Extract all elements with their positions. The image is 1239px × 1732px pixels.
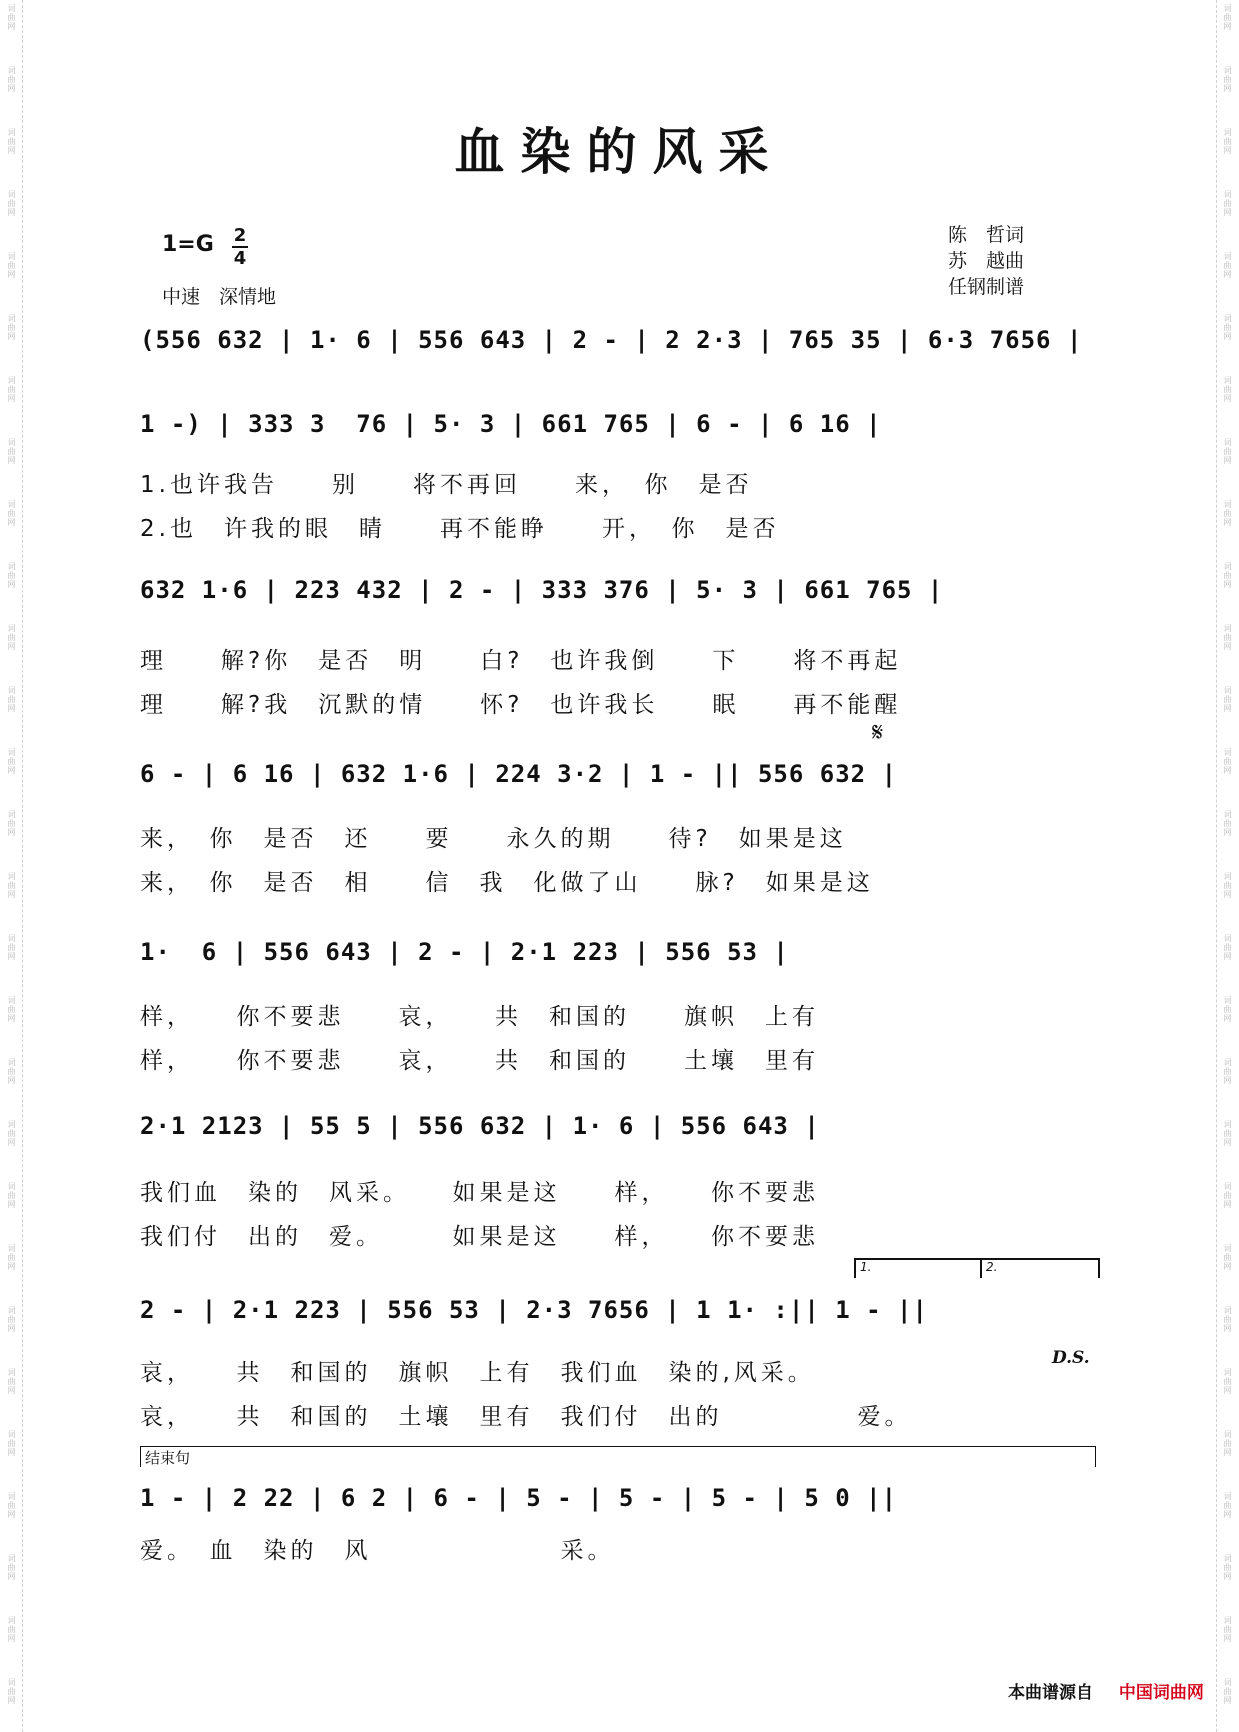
watermark-text: 词曲网: [7, 748, 16, 775]
lyric-verse-1: 我们血 染的 风采。 如果是这 样， 你不要悲: [140, 1180, 819, 1206]
score-system-4: [140, 758, 1100, 818]
watermark-text: 词曲网: [1223, 1058, 1232, 1085]
watermark-text: 词曲网: [1223, 934, 1232, 961]
watermark-text: 词曲网: [1223, 996, 1232, 1023]
watermark-text: 词曲网: [1223, 1616, 1232, 1643]
score-system-5: [140, 936, 1100, 996]
watermark-text: 词曲网: [7, 1120, 16, 1147]
watermark-text: 词曲网: [7, 810, 16, 837]
segno-sign: 𝄋: [872, 718, 884, 748]
watermark-text: 词曲网: [1223, 1430, 1232, 1457]
notation-line: 2 - | 2·1 223 | 556 53 | 2·3 7656 | 1 1· :|| 1 - ||: [140, 1296, 928, 1324]
watermark-text: 词曲网: [7, 562, 16, 589]
score-system-7: [140, 1294, 1100, 1354]
watermark-text: 词曲网: [1223, 1306, 1232, 1333]
lyricist-credit: 陈 哲词: [948, 224, 1025, 246]
watermark-text: 词曲网: [1223, 66, 1232, 93]
watermark-text: 词曲网: [7, 1306, 16, 1333]
watermark-text: 词曲网: [1223, 438, 1232, 465]
watermark-text: 词曲网: [1223, 748, 1232, 775]
watermark-text: 词曲网: [7, 996, 16, 1023]
watermark-text: 词曲网: [7, 252, 16, 279]
watermark-text: 词曲网: [7, 190, 16, 217]
lyric-verse-2: 我们付 出的 爱。 如果是这 样， 你不要悲: [140, 1224, 819, 1250]
watermark-text: 词曲网: [7, 1554, 16, 1581]
dal-segno-marking: D.S.: [1052, 1348, 1090, 1368]
watermark-text: 词曲网: [1223, 1120, 1232, 1147]
lyric-verse-2: 样， 你不要悲 哀， 共 和国的 土壤 里有: [140, 1048, 819, 1074]
watermark-text: 词曲网: [1223, 686, 1232, 713]
watermark-text: 词曲网: [1223, 190, 1232, 217]
watermark-text: 词曲网: [7, 4, 16, 31]
watermark-text: 词曲网: [7, 1678, 16, 1705]
credits: [948, 222, 1024, 300]
lyric-verse-2: 哀， 共 和国的 土壤 里有 我们付 出的 爱。: [140, 1404, 912, 1430]
watermark-text: 词曲网: [1223, 128, 1232, 155]
lyric-verse-1: 理 解?你 是否 明 白? 也许我倒 下 将不再起: [140, 648, 902, 674]
score-system-3: [140, 574, 1100, 634]
composer-credit: 苏 越曲: [948, 250, 1025, 272]
watermark-text: 词曲网: [1223, 624, 1232, 651]
score-system-2: [140, 408, 1100, 468]
lyric-verse-1: 1.也许我告 别 将不再回 来， 你 是否: [140, 472, 753, 498]
meter-top: 2: [233, 225, 247, 246]
notation-line: (556 632 | 1· 6 | 556 643 | 2 - | 2 2·3 | 765 35 | 6·3 7656 |: [140, 326, 1083, 354]
watermark-text: 词曲网: [1223, 872, 1232, 899]
watermark-text: 词曲网: [1223, 376, 1232, 403]
watermark-text: 词曲网: [1223, 500, 1232, 527]
watermark-text: 词曲网: [7, 1182, 16, 1209]
watermark-text: 词曲网: [7, 1244, 16, 1271]
notation-line: 2·1 2123 | 55 5 | 556 632 | 1· 6 | 556 643 |: [140, 1112, 820, 1140]
watermark-text: 词曲网: [7, 1430, 16, 1457]
coda-bracket: 结束句: [140, 1446, 1096, 1467]
page-title: 血染的风采: [454, 122, 785, 181]
key-signature: 1=G: [162, 232, 214, 257]
notation-line: 1 -) | 333 3 76 | 5· 3 | 661 765 | 6 - | 6 16 |: [140, 410, 882, 438]
second-ending-bracket: 2.: [980, 1258, 1100, 1278]
watermark-text: 词曲网: [7, 500, 16, 527]
notation-line: 1· 6 | 556 643 | 2 - | 2·1 223 | 556 53 |: [140, 938, 789, 966]
transcriber-credit: 任钢制谱: [948, 276, 1025, 298]
watermark-text: 词曲网: [7, 624, 16, 651]
first-ending-bracket: 1.: [854, 1258, 980, 1278]
watermark-text: 词曲网: [7, 376, 16, 403]
lyric-coda: 爱。 血 染的 风 采。: [140, 1538, 615, 1564]
lyric-verse-2: 2.也 许我的眼 睛 再不能睁 开， 你 是否: [140, 516, 780, 542]
brand-link[interactable]: 中国词曲网: [1118, 1683, 1204, 1703]
notation-line: 6 - | 6 16 | 632 1·6 | 224 3·2 | 1 - || 556 632 |: [140, 760, 898, 788]
watermark-text: 词曲网: [1223, 1244, 1232, 1271]
lyric-verse-2: 来， 你 是否 相 信 我 化做了山 脉? 如果是这: [140, 870, 874, 896]
watermark-text: 词曲网: [1223, 1368, 1232, 1395]
lyric-verse-1: 来， 你 是否 还 要 永久的期 待? 如果是这: [140, 826, 847, 852]
lyric-verse-2: 理 解?我 沉默的情 怀? 也许我长 眠 再不能醒: [140, 692, 902, 718]
watermark-text: 词曲网: [7, 128, 16, 155]
watermark-text: 词曲网: [1223, 1492, 1232, 1519]
lyric-verse-1: 哀， 共 和国的 旗帜 上有 我们血 染的,风采。: [140, 1360, 815, 1386]
watermark-text: 词曲网: [1223, 1554, 1232, 1581]
watermark-text: 词曲网: [7, 1058, 16, 1085]
notation-line: 632 1·6 | 223 432 | 2 - | 333 376 | 5· 3 | 661 765 |: [140, 576, 944, 604]
footer-source: [1008, 1678, 1204, 1703]
score-system-1: [140, 324, 1100, 384]
watermark-text: 词曲网: [7, 1616, 16, 1643]
watermark-text: 词曲网: [7, 314, 16, 341]
watermark-text: 词曲网: [1223, 4, 1232, 31]
source-label: 本曲谱源自: [1008, 1683, 1093, 1703]
meter-bottom: 4: [233, 248, 247, 269]
watermark-text: 词曲网: [7, 438, 16, 465]
watermark-text: 词曲网: [7, 1368, 16, 1395]
watermark-text: 词曲网: [1223, 1182, 1232, 1209]
score-system-6: [140, 1110, 1100, 1170]
watermark-text: 词曲网: [7, 1492, 16, 1519]
watermark-text: 词曲网: [1223, 562, 1232, 589]
watermark-text: 词曲网: [1223, 1678, 1232, 1705]
watermark-text: 词曲网: [7, 66, 16, 93]
watermark-text: 词曲网: [1223, 252, 1232, 279]
watermark-text: 词曲网: [7, 686, 16, 713]
notation-line: 1 - | 2 22 | 6 2 | 6 - | 5 - | 5 - | 5 - | 5 0 ||: [140, 1484, 898, 1512]
watermark-text: 词曲网: [7, 934, 16, 961]
watermark-text: 词曲网: [1223, 810, 1232, 837]
tempo-marking: 中速 深情地: [162, 286, 277, 308]
watermark-text: 词曲网: [1223, 314, 1232, 341]
time-signature: [232, 226, 248, 268]
watermark-text: 词曲网: [7, 872, 16, 899]
lyric-verse-1: 样， 你不要悲 哀， 共 和国的 旗帜 上有: [140, 1004, 819, 1030]
